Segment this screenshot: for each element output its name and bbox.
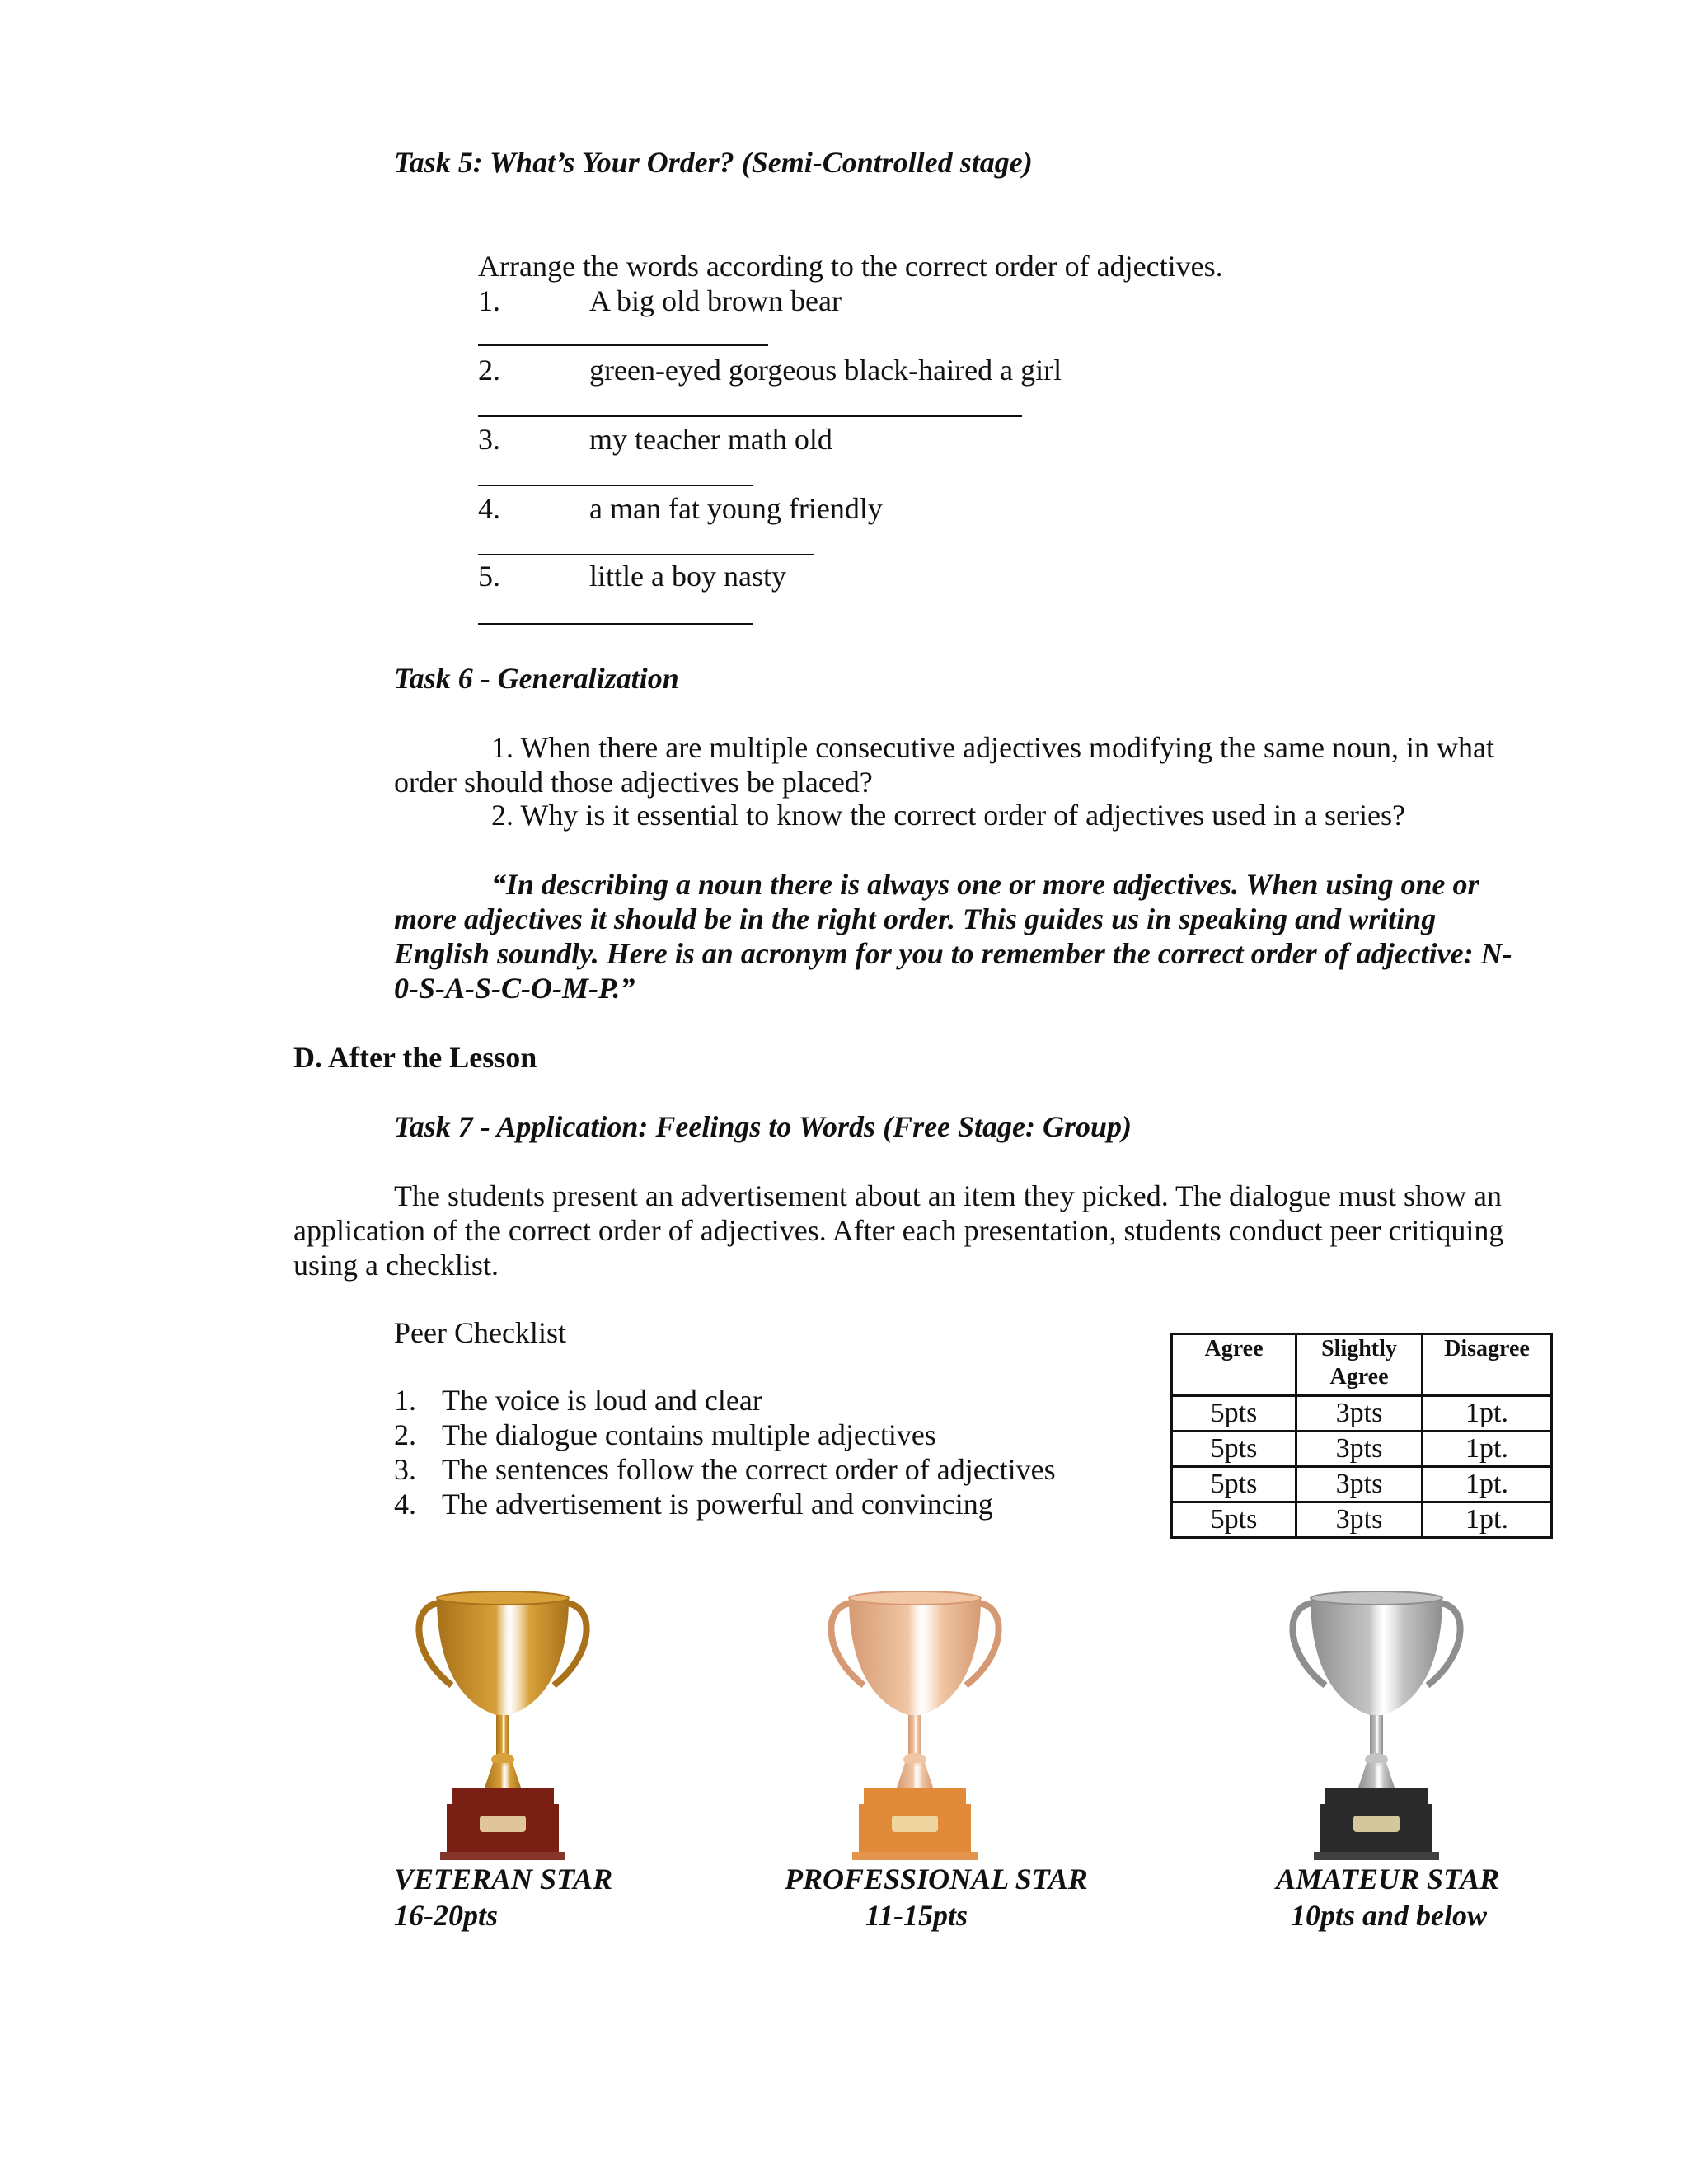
question-text: order should those adjectives be placed? xyxy=(394,766,873,799)
table-cell: 5pts xyxy=(1172,1467,1296,1502)
table-row xyxy=(1172,1432,1552,1467)
table-cell: 3pts xyxy=(1296,1396,1423,1432)
table-cell: 1pt. xyxy=(1423,1432,1552,1467)
column-header: Disagree xyxy=(1423,1334,1552,1396)
peer-checklist-table xyxy=(1170,1333,1553,1539)
professional-star-label: PROFESSIONAL STAR xyxy=(785,1863,1088,1896)
table-cell: 1pt. xyxy=(1423,1467,1552,1502)
task5-instruction: Arrange the words according to the correct order of adjectives. xyxy=(478,250,1223,283)
question-text: 2. Why is it essential to know the correct order of adjectives used in a series? xyxy=(491,799,1405,832)
table-row xyxy=(1172,1396,1552,1432)
checklist-title: Peer Checklist xyxy=(394,1316,566,1349)
column-header: Slightly Agree xyxy=(1296,1334,1423,1396)
table-cell: 3pts xyxy=(1296,1432,1423,1467)
answer-blank xyxy=(478,415,1022,417)
section-d-title: D. After the Lesson xyxy=(293,1041,537,1074)
generalization-quote: “In describing a noun there is always one or more adjectives. When using one or xyxy=(491,868,1479,901)
answer-blank xyxy=(478,554,814,555)
answer-blank xyxy=(478,344,768,346)
task6-title: Task 6 - Generalization xyxy=(394,662,679,695)
column-header: Agree xyxy=(1172,1334,1296,1396)
answer-blank xyxy=(478,623,753,625)
answer-blank xyxy=(478,485,753,486)
question-text: 1. When there are multiple consecutive adjectives modifying the same noun, in what xyxy=(491,731,1494,764)
table-cell: 5pts xyxy=(1172,1396,1296,1432)
task5-title: Task 5: What’s Your Order? (Semi-Controlled stage) xyxy=(394,146,1033,179)
generalization-quote: more adjectives it should be in the right order. This guides us in speaking and writing xyxy=(394,902,1437,935)
gold-trophy-icon xyxy=(404,1586,602,1867)
table-cell: 1pt. xyxy=(1423,1396,1552,1432)
document-page: Task 5: What’s Your Order? (Semi-Controlled stage) Arrange the words according to the correct order of adjectives. 1. A big old brown bear 2. green-eyed gorgeous black-haired a girl 3. my teacher math old 4. a man fat young friendly 5. little a boy nasty Task 6 - Generalization 1. When there are multiple consecutive adjectives modifying the same noun, in what order should those adjectives be placed? 2. Why is it essential to know the correct order of adjectives used in a series? “In describing a noun there is always one or more adjectives. When using one or more adjectives it should be in the right order. This guides us in speaking and writing English soundly. Here is an acronym for you to remember the correct order of adjective: N- 0-S-A-S-C-O-M-P.” D. After the Lesson Task 7 - Application: Feelings to Words (Free Stage: Group) The students present an advertisement about an item they picked. The dialogue must show an application of the correct order of adjectives. After each presentation, students conduct peer critiquing using a checklist. Peer Checklist 1. The voice is loud and clear 2. The dialogue contains multiple adjectives 3. The sentences follow the correct order of adjectives 4. The advertisement is powerful and convincing Agree Slightly Agree Disagree 5pts 3pts 1pt. 5pts 3pts 1pt. 5pts 3pts 1pt. 5pts 3pts 1pt. VETERAN STAR 16-20pts PROFESSIONAL STAR 11-15pts AMATEUR STAR 10pts and below xyxy=(0,0,1688,2184)
table-cell: 5pts xyxy=(1172,1432,1296,1467)
professional-star-points: 11-15pts xyxy=(865,1899,968,1932)
table-row xyxy=(1172,1467,1552,1502)
paragraph-text: application of the correct order of adjectives. After each presentation, students conduct peer critiquing xyxy=(293,1214,1504,1247)
task7-title: Task 7 - Application: Feelings to Words (Free Stage: Group) xyxy=(394,1110,1132,1143)
veteran-star-label: VETERAN STAR xyxy=(394,1863,613,1896)
table-cell: 3pts xyxy=(1296,1467,1423,1502)
paragraph-text: using a checklist. xyxy=(293,1249,499,1282)
bronze-trophy-icon xyxy=(816,1586,1014,1867)
amateur-star-label: AMATEUR STAR xyxy=(1276,1863,1500,1896)
table-cell: 3pts xyxy=(1296,1502,1423,1538)
table-cell: 1pt. xyxy=(1423,1502,1552,1538)
amateur-star-points: 10pts and below xyxy=(1291,1899,1488,1932)
silver-trophy-icon xyxy=(1278,1586,1475,1867)
paragraph-text: The students present an advertisement about an item they picked. The dialogue must show an xyxy=(394,1179,1502,1212)
generalization-quote: 0-S-A-S-C-O-M-P.” xyxy=(394,972,635,1005)
table-header-row xyxy=(1172,1334,1552,1396)
veteran-star-points: 16-20pts xyxy=(394,1899,498,1932)
table-row xyxy=(1172,1502,1552,1538)
table-cell: 5pts xyxy=(1172,1502,1296,1538)
generalization-quote: English soundly. Here is an acronym for you to remember the correct order of adjective: N- xyxy=(394,937,1512,970)
